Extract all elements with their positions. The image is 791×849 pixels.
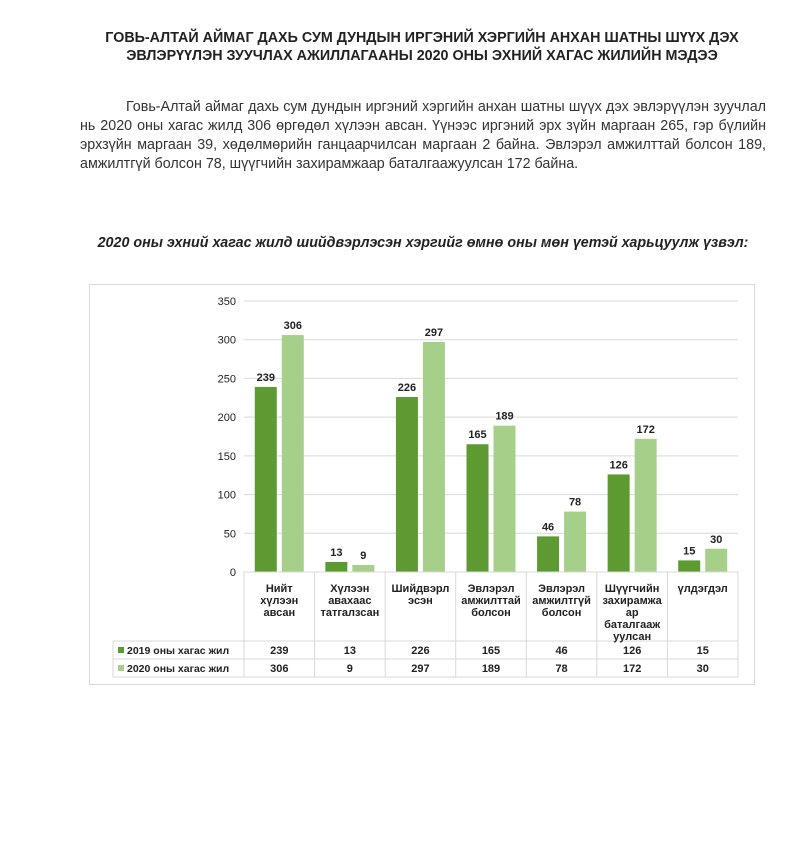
bar-value-label: 165 (468, 429, 487, 442)
table-cell-value: 13 (343, 645, 356, 657)
y-tick-label: 200 (217, 412, 236, 425)
body-paragraph: Говь-Алтай аймаг дахь сум дундын иргэний хэргийн анхан шатны шүүх дэх эвлэрүүлэн зуучлал нь 2020 оны хагас жилд 306 өргөдөл хүлээн авсан. Үүнээс иргэний эрх зүйн маргаан 265, гэр бүлийн эрхзүйн маргаан 39, хөдөлмөрийн ганцаарчилсан маргаан 2 байна. Эвлэрэл амжилттай болсон 189, амжилтгүй болсон 78, шүүгчийн захирамжаар баталгаажуулсан 172 байна. (80, 99, 766, 172)
legend-key-swatch (118, 647, 124, 653)
category-label: Нийт (265, 583, 293, 595)
legend-key-label: 2020 оны хагас жил (127, 663, 230, 675)
table-cell-value: 226 (411, 645, 430, 657)
bar-value-label: 13 (330, 546, 343, 559)
bar (705, 549, 727, 572)
table-cell-value: 126 (622, 645, 642, 657)
table-cell-value: 306 (270, 663, 289, 675)
category-label: хүлээн (260, 595, 299, 607)
bar (325, 562, 347, 572)
bar-value-label: 189 (495, 410, 514, 423)
chart-heading: 2020 оны эхний хагас жилд шийдвэрлэсэн хэргийг өмнө оны мөн үетэй харьцуулж үзвэл: (97, 235, 749, 251)
bar-value-label: 30 (710, 533, 723, 546)
bar-value-label: 226 (397, 382, 417, 395)
bar (564, 512, 586, 572)
bar (494, 426, 516, 572)
bar (635, 439, 657, 572)
bar (352, 565, 374, 572)
table-cell-value: 297 (411, 663, 430, 675)
table-cell-value: 30 (696, 663, 709, 675)
bar (608, 474, 630, 572)
bar (423, 342, 445, 572)
bar-value-label: 306 (283, 320, 302, 333)
category-label: Шийдвэрл (391, 583, 450, 595)
category-label: эсэн (408, 595, 433, 607)
category-label: захирамжа (602, 595, 662, 607)
document-title: ГОВЬ-АЛТАЙ АЙМАГ ДАХЬ СУМ ДУНДЫН ИРГЭНИЙ ХЭРГИЙН АНХАН ШАТНЫ ШҮҮХ ДЭХ ЭВЛЭРҮҮЛЭН ЗУУЧЛАХ АЖИЛЛАГААНЫ 2020 ОНЫ ЭХНИЙ ХАГАС ЖИЛИЙН МЭДЭЭ (105, 30, 739, 64)
category-label: амжилттай (461, 595, 521, 607)
category-label: уулсан (613, 631, 652, 643)
table-cell-value: 172 (622, 663, 642, 675)
table-cell-value: 189 (481, 663, 501, 675)
table-cell-value: 46 (555, 645, 568, 657)
bar (467, 444, 489, 572)
bar-value-label: 15 (683, 545, 696, 558)
category-label: авахаас (328, 595, 372, 607)
category-label: авсан (263, 607, 296, 619)
bar-value-label: 9 (360, 550, 367, 563)
category-label: үлдэгдэл (677, 583, 728, 595)
category-label: Хүлээн (330, 583, 370, 595)
table-cell-value: 239 (270, 645, 289, 657)
bar-value-label: 172 (636, 423, 655, 436)
bar (255, 387, 277, 572)
bar-value-label: 126 (609, 459, 628, 472)
y-tick-label: 300 (217, 334, 236, 347)
category-label: Эвлэрэл (538, 583, 586, 595)
legend-key-label: 2019 оны хагас жил (127, 645, 230, 657)
y-tick-label: 350 (217, 296, 236, 308)
y-tick-label: 250 (217, 373, 236, 386)
chart-container (89, 284, 755, 685)
category-label: Эвлэрэл (467, 583, 515, 595)
category-label: ар (625, 607, 639, 619)
bar (396, 397, 418, 572)
bar (282, 335, 304, 572)
table-cell-value: 165 (481, 645, 501, 657)
bar-chart-with-data-table (90, 285, 754, 684)
legend-key-swatch (118, 665, 124, 671)
bar-value-label: 46 (541, 521, 555, 534)
table-cell-value: 15 (696, 645, 709, 657)
y-tick-label: 50 (223, 528, 236, 541)
category-label: болсон (541, 607, 582, 619)
category-label: баталгааж (604, 619, 661, 631)
y-tick-label: 150 (217, 450, 236, 463)
bar (678, 560, 700, 572)
bar-value-label: 239 (256, 371, 275, 384)
y-tick-label: 100 (217, 489, 236, 502)
y-tick-label: 0 (229, 567, 236, 579)
category-label: болсон (471, 607, 511, 619)
bar (537, 536, 559, 572)
category-label: татгалзсан (320, 607, 380, 619)
bar-value-label: 297 (424, 327, 444, 340)
bar-value-label: 78 (568, 496, 582, 509)
table-cell-value: 78 (555, 663, 568, 675)
table-cell-value: 9 (346, 663, 353, 675)
category-label: Шүүгчийн (604, 583, 660, 595)
category-label: амжилтгүй (532, 595, 591, 607)
